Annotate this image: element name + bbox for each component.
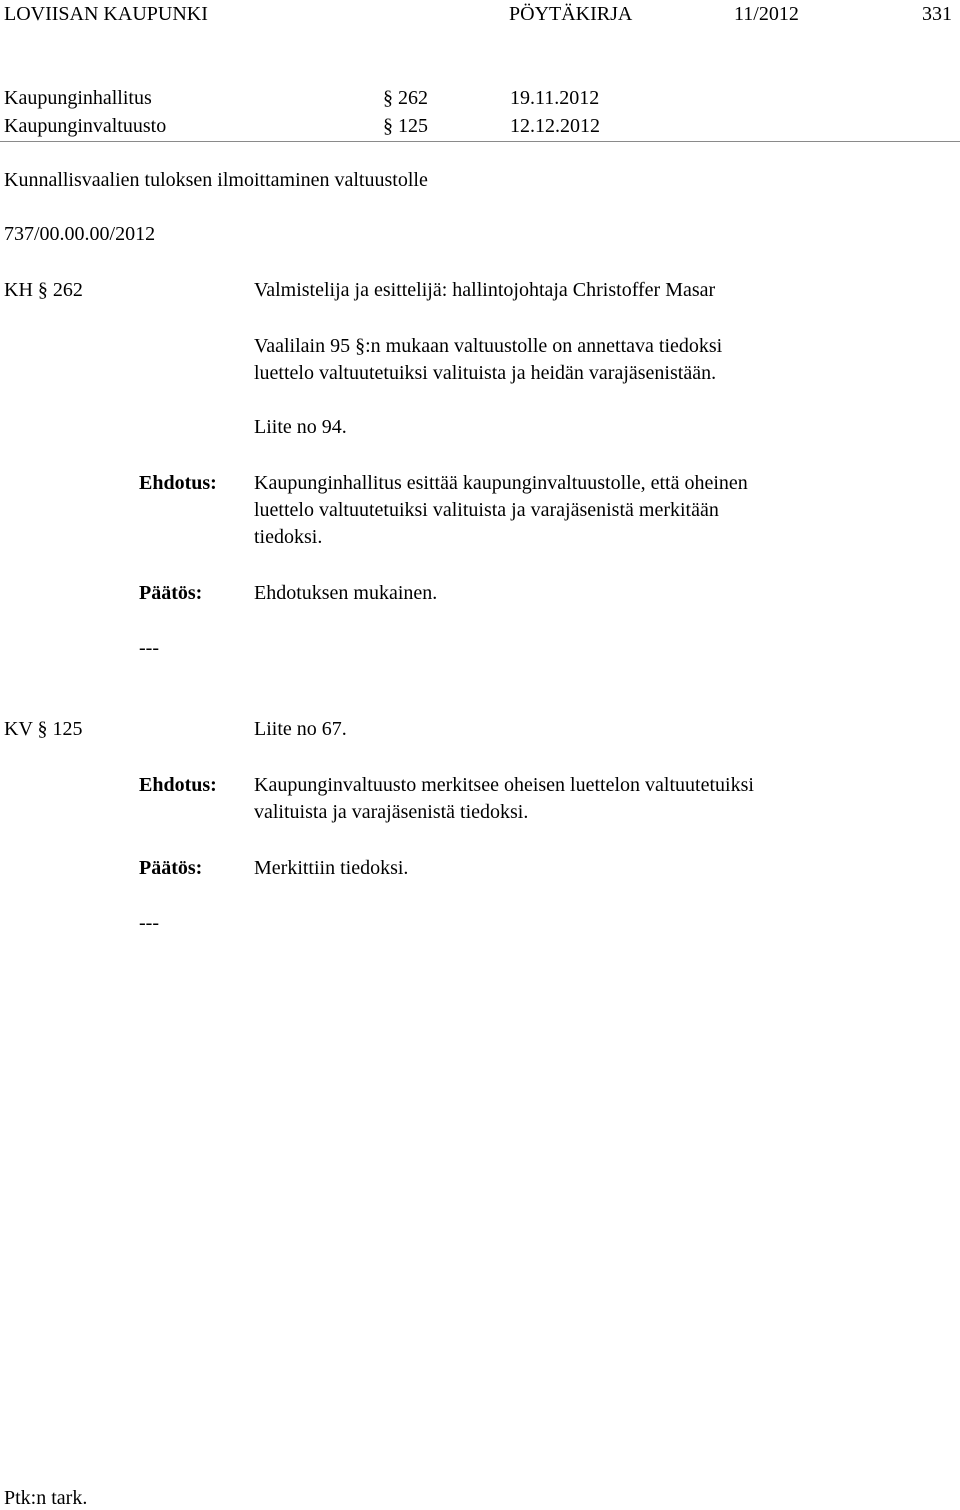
- kv-attachment: Liite no 67.: [254, 718, 347, 740]
- kh-body-line-1: Vaalilain 95 §:n mukaan valtuustolle on annettava tiedoksi: [254, 335, 723, 357]
- meta-date-2: 12.12.2012: [510, 115, 600, 137]
- kv-proposal-text: [254, 772, 754, 826]
- header-page-number: 331: [922, 3, 952, 25]
- kh-separator: ---: [139, 637, 159, 659]
- kv-section-label: KV § 125: [4, 718, 83, 740]
- kh-preparer: Valmistelija ja esittelijä: hallintojohtaja Christoffer Masar: [254, 279, 716, 301]
- kv-decision-text: Merkittiin tiedoksi.: [254, 857, 409, 879]
- kv-separator: ---: [139, 912, 159, 934]
- kv-proposal-line-1: Kaupunginvaltuusto merkitsee oheisen luettelon valtuutetuiksi: [254, 774, 754, 796]
- meta-section-1: § 262: [383, 87, 428, 109]
- kh-proposal-line-1: Kaupunginhallitus esittää kaupunginvaltuustolle, että oheinen: [254, 472, 748, 494]
- header-doc-type: PÖYTÄKIRJA: [509, 3, 633, 25]
- kv-proposal-line-2: valituista ja varajäsenistä tiedoksi.: [254, 801, 529, 823]
- kh-body-line-2: luettelo valtuutetuiksi valituista ja heidän varajäsenistään.: [254, 362, 717, 384]
- kv-proposal-label: Ehdotus:: [139, 774, 217, 796]
- kh-proposal-line-2: luettelo valtuutetuiksi valituista ja varajäsenistä merkitään: [254, 499, 719, 521]
- header-municipality: LOVIISAN KAUPUNKI: [4, 3, 208, 25]
- kh-decision-text: Ehdotuksen mukainen.: [254, 582, 438, 604]
- footer-minutes-checked: Ptk:n tark.: [4, 1487, 88, 1509]
- kh-proposal-line-3: tiedoksi.: [254, 526, 323, 548]
- meta-date-1: 19.11.2012: [510, 87, 600, 109]
- meta-section-2: § 125: [383, 115, 428, 137]
- document-title: Kunnallisvaalien tuloksen ilmoittaminen valtuustolle: [4, 169, 428, 191]
- reference-number: 737/00.00.00/2012: [4, 223, 156, 245]
- kh-body-text: [254, 333, 722, 387]
- header-issue: 11/2012: [734, 3, 799, 25]
- kh-proposal-text: [254, 470, 748, 551]
- kh-attachment: Liite no 94.: [254, 416, 347, 438]
- kh-section-label: KH § 262: [4, 279, 83, 301]
- meta-body-1: Kaupunginhallitus: [4, 87, 152, 109]
- kv-decision-label: Päätös:: [139, 857, 203, 879]
- kh-proposal-label: Ehdotus:: [139, 472, 217, 494]
- meta-body-2: Kaupunginvaltuusto: [4, 115, 167, 137]
- header-divider: [0, 141, 960, 142]
- kh-decision-label: Päätös:: [139, 582, 203, 604]
